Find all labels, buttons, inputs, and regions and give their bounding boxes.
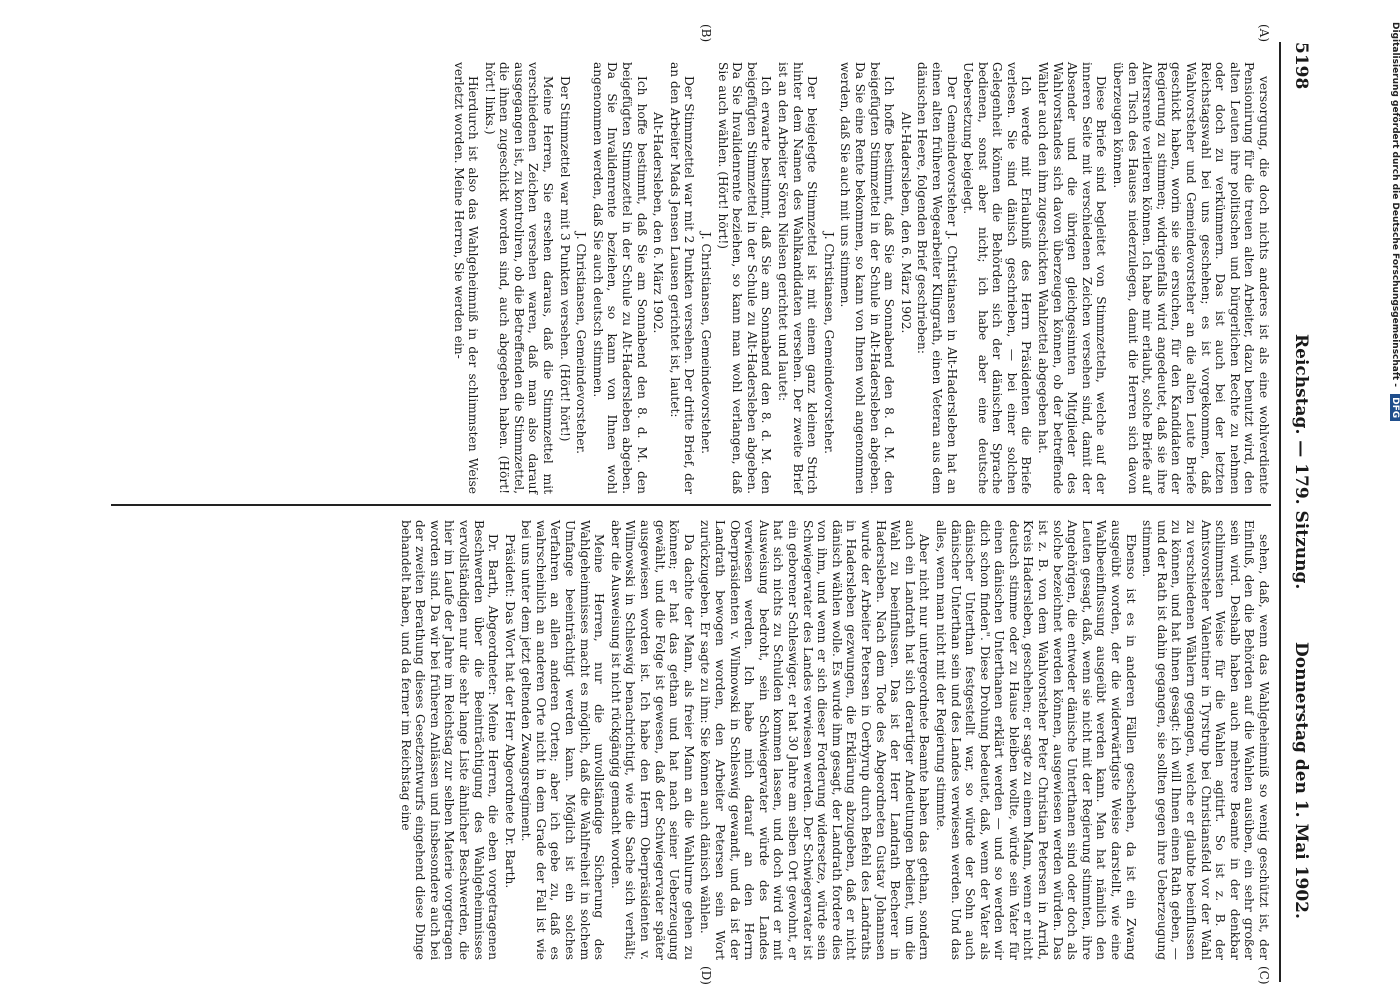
letter-body: Ich hoffe bestimmt, daß Sie am Sonnabend den 8. d. M. den beigefügten Stimmzettel in der Schule zu Alt-Hadersleben abgeben. Da Sie Invalidenrente beziehen, so kann von Ihnen wohl angenommen werden, daß Sie auch deutsch stimmen. [590, 62, 649, 494]
margin-mark-d: (D) [699, 966, 713, 985]
digitization-credit [1384, 22, 1400, 982]
letter-signature: J. Christiansen, Gemeindevorsteher. [574, 231, 589, 454]
margin-mark-c: (C) [1257, 966, 1271, 985]
credit-text: Digitalisierung gefördert durch die Deutsche Forschungsgemeinschaft - [1390, 22, 1400, 387]
paragraph: Dr. Barth, Abgeordneter: Meine Herren, die eben vorgetragenen Beschwerden über die Beeinträchtigung des Wahlgeheimnisses vervollständigen nur die sehr lange Liste ähnlicher Beschwerden, die hier im Laufe der Jahre im Reichstag zur selben Materie vorgetragen worden sind. Da wir bei früheren Anlässen und insbesondere auch bei der zweiten Berathung dieses Gesetzentwurfs eingehend diese Dinge behandelt haben, und da ferner im Reichstag eine [398, 520, 501, 960]
header-left-title: Reichstag. — 179. Sitzung. [1291, 334, 1311, 590]
paragraph: Diese Briefe sind begleitet von Stimmzetteln, welche auf der inneren Seite mit verschiedenen Zeichen versehen sind, damit der Absender und die übrigen gleichgesinnten Mitglieder des Wahlvorstandes sich davon überzeugen können, ob der betreffende Wähler auch den ihm zugeschickten Wahlzettel abgegeben hat. [1036, 62, 1109, 494]
paragraph: Hierdurch ist also das Wahlgeheimniß in der schlimmsten Weise verletzt worden. Meine Herren, Sie werden ein- [451, 62, 481, 494]
paragraph: Aber nicht nur untergeordnete Beamte haben das gethan, sondern auch ein Landrath hat sich derartiger Andeutungen bedient, um die Wahl zu beeinflussen. Das ist der Herr Landrath Becherer in Hadersleben. Nach dem Tode des Abgeordneten Gustav Johannsen wurde der Arbeiter Petersen in Oerbyrup durch Befehl des Landraths in Hadersleben gezwungen, die Erklärung abzugeben, daß er nicht dänisch wählen wolle. Es wurde ihm gesagt, der Landrath fordere dies von ihm, und wenn er sich dieser Forderung widersetze, würde sein Schwiegervater des Landes verwiesen werden. Der Schwiegervater ist ein geborener Schleswiger, er hat 30 Jahre am selben Ort gewohnt, er hat sich nichts zu Schulden kommen lassen, und doch wird er mit Ausweisung bedroht, sein Schwiegervater würde des Landes verwiesen werden. Ich habe mich darauf an den Herrn Oberpräsidenten v. Wilmowski in Schleswig gewandt, und da ist der Landrath bewogen worden, den Arbeiter Petersen sein Wort zurückzugeben. Er sagte zu ihm: Sie können auch dänisch wählen. [698, 520, 932, 960]
paragraph: Ebenso ist es in anderen Fällen geschehen, da ist ein Zwang ausgeübt worden, der die widerwärtigste Weise darstellt, wie eine Wahlbeeinflussung ausgeübt werden kann. Man hat nämlich den Leuten gesagt, daß, wenn sie nicht mit der Regierung stimmten, ihre Angehörigen, die entweder dänische Unterthanen sind oder doch als solche bezeichnet werden können, ausgewiesen werden würden. Das ist z. B. von dem Wahlvorsteher Peter Christian Petersen in Arrild, Kreis Hadersleben, geschehen; er sagte zu einem Mann, wenn er nicht deutsch stimme oder zu Hause bleiben wollte, würde sein Vater für einen dänischen Unterthanen erklärt werden — und so werden wir dich schon finden". Diese Drohung bedeutet, daß, wenn der Vater als dänischer Unterthan festgestellt war, so würde der Sohn auch dänischer Unterthan sein und des Landes verwiesen werden. Und das alles, wenn man nicht mit der Regierung stimmte. [933, 520, 1138, 960]
column-divider [111, 504, 1271, 506]
paragraph: Meine Herren, Sie ersehen daraus, daß die Stimmzettel mit verschiedenen Zeichen versehen waren, daß man also darauf ausgegangen ist, zu kontroliren, ob die Betreffenden die Stimmzettel, die ihnen zugeschickt worden sind, auch abgegeben haben. (Hört! hört! links.) [482, 62, 556, 494]
margin-mark-b: (B) [699, 24, 713, 43]
dfg-logo: DFG [1390, 394, 1400, 421]
running-header [1281, 42, 1315, 982]
letter-body: Ich erwarte bestimmt, daß Sie am Sonnabend den 8. d. M. den beigefügten Stimmzettel in der Schule zu Alt-Hadersleben abgeben. Da Sie Invalidenrente beziehen, so kann man wohl verlangen, daß Sie auch wählen. (Hört! hört!) [715, 62, 774, 494]
header-right-title: Donnerstag den 1. Mai 1902. [1291, 642, 1311, 919]
left-column [111, 62, 1271, 494]
letter-body: Ich hoffe bestimmt, daß Sie am Sonnabend den 8. d. M. den beigefügten Stimmzettel in der Schule in Alt-Hadersleben abgeben. Da Sie eine Rente bekommen, so kann von Ihnen wohl angenommen werden, daß Sie auch mit uns stimmen. [838, 62, 897, 494]
letter-signature: J. Christiansen, Gemeindevorsteher. [821, 231, 836, 454]
paragraph: Präsident: Das Wort hat der Herr Abgeordnete Dr. Barth. [502, 534, 517, 889]
letter-date: Alt-Hadersleben, den 6. März 1902. [898, 112, 913, 334]
paragraph: sehen, daß, wenn das Wahlgeheimniß so wenig geschützt ist, der Einfluß, den die Behörden auf die Wahlen ausüben, ein sehr großer sein wird. Deshalb haben auch mehrere Beamte in der denkbar schlimmsten Weise für die Wahlen agitirt. So ist z. B. der Amtsvorsteher Valentiner in Tyrstrup bei Christiansfeld vor der Wahl zu verschiedenen Wählern gegangen, welche er glaubte beeinflussen zu können, und hat ihnen gesagt: ich will Ihnen einen Rath geben, — und der Rath ist dahin gegangen, sie sollten gegen ihre Ueberzeugung stimmen. [1140, 520, 1271, 960]
paragraph: Meine Herren, nur die unvollständige Sicherung des Wahlgeheimnisses macht es möglich, daß die Wahlfreiheit in solchem Umfange beeinträchtigt werden kann. Möglich ist ein solches Verfahren an allen anderen Orten; aber ich gebe zu, daß es wahrscheinlich an anderen Orte nicht in dem Grade der Fall ist wie bei uns unter dem jetzt geltenden Zwangsregiment. [519, 520, 607, 960]
paragraph: Der beigelegte Stimmzettel ist mit einem ganz kleinen Strich hinter dem Namen des Wahlkandidaten versehen. Der zweite Brief ist an den Arbeiter Sören Nielsen gerichtet und lautet: [776, 62, 820, 494]
header-rule [1279, 42, 1281, 982]
document-page [100, 24, 1315, 985]
paragraph: Der Stimmzettel war mit 2 Punkten versehen. Der dritte Brief, der an den Arbeiter Mads Jensen Lausen gerichtet ist, lautet: [667, 62, 697, 494]
paragraph: Der Stimmzettel war mit 3 Punkten versehen. (Hört! hört!) [557, 76, 572, 442]
paragraph: versorgung, die doch nichts anderes ist als eine wohlverdiente Pensionirung für die treuen alten Arbeiter, dazu benutzt wird, den alten Leuten ihre politischen und bürgerlichen Rechte zu nehmen oder doch zu verkümmern. Das ist auch bei der letzten Reichstagswahl bei uns geschehen; es ist vorgekommen, daß Wahlvorsteher und Gemeindevorsteher an die alten Leute Briefe geschickt haben, worin sie sie ersuchen, für den Kandidaten der Regierung zu stimmen; widrigenfalls wird angedeutet, daß sie ihre Altersrente verlieren können. Ich habe mir erlaubt, solche Briefe auf den Tisch des Hauses niederzulegen, damit die Herren sich davon überzeugen können. [1111, 62, 1271, 494]
page-number: 5198 [1291, 42, 1311, 90]
right-column [111, 520, 1271, 960]
paragraph: Der Gemeindevorsteher J. Christiansen in Alt-Hadersleben hat an einen alten früheren Wegearbeiter Klingrath, einen Veteran aus dem dänischen Heere, folgenden Brief geschrieben: [915, 62, 959, 494]
letter-date: Alt-Hadersleben, den 6. März 1902. [651, 112, 666, 334]
paragraph: Ich werde mit Erlaubniß des Herrn Präsidenten die Briefe verlesen. Sie sind dänisch geschrieben, — bei einer solchen Gelegenheit können die Behörden sich der dänischen Sprache bedienen, sonst aber nicht; ich habe aber eine deutsche Uebersetzung beigelegt. [961, 62, 1034, 494]
paragraph: Da dachte der Mann, als freier Mann an die Wahlurne gehen zu können; er hat das gethan und hat nach seiner Ueberzeugung gewählt, und die Folge ist gewesen, daß der Schwiegervater später ausgewiesen worden ist. Ich habe den Herrn Oberpräsidenten v. Wilmowski in Schleswig benachrichtigt, wie die Sache sich verhält; aber die Ausweisung ist nicht rückgängig gemacht worden. [608, 520, 696, 960]
margin-mark-a: (A) [1257, 24, 1271, 43]
letter-signature: J. Christiansen, Gemeindevorsteher. [699, 231, 714, 454]
